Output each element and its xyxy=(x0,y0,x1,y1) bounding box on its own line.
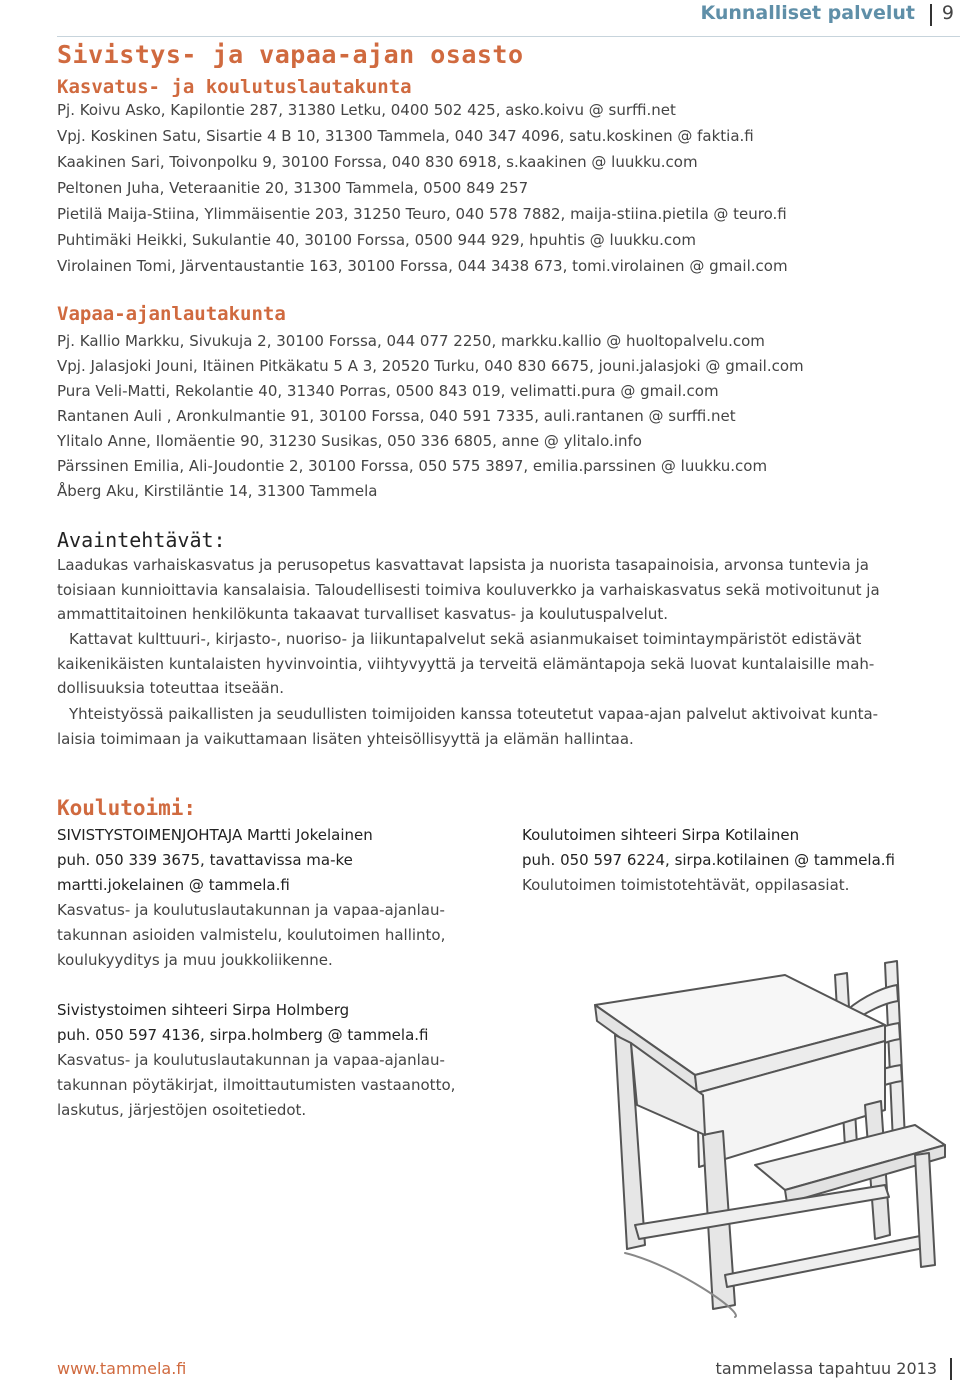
tasks-line: dollisuuksia toteuttaa itseään. xyxy=(57,679,284,697)
member-line: Pura Veli-Matti, Rekolantie 40, 31340 Porras, 0500 843 019, velimatti.pura @ gmail.com xyxy=(57,382,719,400)
tasks-line: Kattavat kulttuuri-, kirjasto-, nuoriso- ja liikuntapalvelut sekä asianmukaiset toimintaympäristöt edistävät xyxy=(69,630,862,648)
tasks-line: kaikenikäisten kuntalaisten hyvinvointia, viihtyvyyttä ja terveitä elämäntapoja sekä luovat kuntalaisille mah- xyxy=(57,655,875,673)
contact-name: SIVISTYSTOIMENJOHTAJA Martti Jokelainen xyxy=(57,826,373,844)
contact-desc: koulukyyditys ja muu joukkoliikenne. xyxy=(57,951,333,969)
tasks-line: Laadukas varhaiskasvatus ja perusopetus kasvattavat lapsista ja nuorista tasapainoisia, arvonsa tuntevia ja xyxy=(57,556,869,574)
koulutoimi-heading: Koulutoimi: xyxy=(57,796,197,820)
tasks-line: Yhteistyössä paikallisten ja seudullisten toimijoiden kanssa toteutetut vapaa-ajan palvelut aktivoivat kunta- xyxy=(69,705,879,723)
member-line: Rantanen Auli , Aronkulmantie 91, 30100 Forssa, 040 591 7335, auli.rantanen @ surffi.net xyxy=(57,407,736,425)
member-line: Vpj. Koskinen Satu, Sisartie 4 B 10, 31300 Tammela, 040 347 4096, satu.koskinen @ faktia.fi xyxy=(57,127,754,145)
footer-publication: tammelassa tapahtuu 2013 xyxy=(715,1359,937,1378)
member-line: Ylitalo Anne, Ilomäentie 90, 31230 Susikas, 050 336 6805, anne @ ylitalo.info xyxy=(57,432,642,450)
member-line: Puhtimäki Heikki, Sukulantie 40, 30100 Forssa, 0500 944 929, hpuhtis @ luukku.com xyxy=(57,231,696,249)
tasks-line: ammattitaitoinen henkilökunta takaavat turvalliset kasvatus- ja koulutuspalvelut. xyxy=(57,605,668,623)
contact-desc: Kasvatus- ja koulutuslautakunnan ja vapaa-ajanlau- xyxy=(57,1051,445,1069)
board-title-kasvatus: Kasvatus- ja koulutuslautakunta xyxy=(57,76,412,98)
member-line: Virolainen Tomi, Järventaustantie 163, 30100 Forssa, 044 3438 673, tomi.virolainen @ gmail.com xyxy=(57,257,788,275)
contact-phone-email: puh. 050 597 4136, sirpa.holmberg @ tammela.fi xyxy=(57,1026,429,1044)
contact-name: Koulutoimen sihteeri Sirpa Kotilainen xyxy=(522,826,800,844)
contact-phone-email: puh. 050 597 6224, sirpa.kotilainen @ tammela.fi xyxy=(522,851,895,869)
page-number: 9 xyxy=(941,2,954,24)
contact-holmberg xyxy=(57,998,455,1123)
member-line: Pj. Kallio Markku, Sivukuja 2, 30100 Forssa, 044 077 2250, markku.kallio @ huoltopalvelu.com xyxy=(57,332,765,350)
footer-divider xyxy=(950,1358,952,1380)
page-title: Sivistys- ja vapaa-ajan osasto xyxy=(57,40,524,69)
member-line: Åberg Aku, Kirstiläntie 14, 31300 Tammela xyxy=(57,482,378,500)
contact-jokelainen xyxy=(57,823,445,973)
tasks-heading: Avaintehtävät: xyxy=(57,528,226,552)
contact-name: Sivistystoimen sihteeri Sirpa Holmberg xyxy=(57,1001,350,1019)
contact-desc: Kasvatus- ja koulutuslautakunnan ja vapaa-ajanlau- xyxy=(57,901,445,919)
member-line: Kaakinen Sari, Toivonpolku 9, 30100 Forssa, 040 830 6918, s.kaakinen @ luukku.com xyxy=(57,153,698,171)
contact-desc: laskutus, järjestöjen osoitetiedot. xyxy=(57,1101,307,1119)
school-desk-illustration xyxy=(585,935,960,1325)
board-title-vapaa-aika: Vapaa-ajanlautakunta xyxy=(57,303,286,325)
contact-desc: takunnan asioiden valmistelu, koulutoimen hallinto, xyxy=(57,926,446,944)
member-line: Vpj. Jalasjoki Jouni, Itäinen Pitkäkatu 5 A 3, 20520 Turku, 040 830 6675, jouni.jalasjoki @ gmail.com xyxy=(57,357,804,375)
header-section-title: Kunnalliset palvelut xyxy=(700,2,915,24)
member-line: Peltonen Juha, Veteraanitie 20, 31300 Tammela, 0500 849 257 xyxy=(57,179,529,197)
footer-website[interactable]: www.tammela.fi xyxy=(57,1359,187,1378)
member-line: Pj. Koivu Asko, Kapilontie 287, 31380 Letku, 0400 502 425, asko.koivu @ surffi.net xyxy=(57,101,676,119)
contact-email: martti.jokelainen @ tammela.fi xyxy=(57,876,290,894)
header-rule xyxy=(57,36,960,37)
member-line: Pietilä Maija-Stiina, Ylimmäisentie 203, 31250 Teuro, 040 578 7882, maija-stiina.pietila @ teuro.fi xyxy=(57,205,787,223)
header-divider xyxy=(930,4,932,26)
member-line: Pärssinen Emilia, Ali-Joudontie 2, 30100 Forssa, 050 575 3897, emilia.parssinen @ luukku.com xyxy=(57,457,768,475)
contact-desc: Koulutoimen toimistotehtävät, oppilasasiat. xyxy=(522,876,850,894)
contact-kotilainen xyxy=(522,823,895,898)
tasks-line: laisia toimimaan ja vaikuttamaan lisäten yhteisöllisyyttä ja elämän hallintaa. xyxy=(57,730,634,748)
contact-desc: takunnan pöytäkirjat, ilmoittautumisten vastaanotto, xyxy=(57,1076,456,1094)
tasks-line: toisiaan kunnioittavia kansalaisia. Taloudellisesti toimiva kouluverkko ja varhaiskasvatus sekä motivoitunut ja xyxy=(57,581,880,599)
contact-phone: puh. 050 339 3675, tavattavissa ma-ke xyxy=(57,851,353,869)
